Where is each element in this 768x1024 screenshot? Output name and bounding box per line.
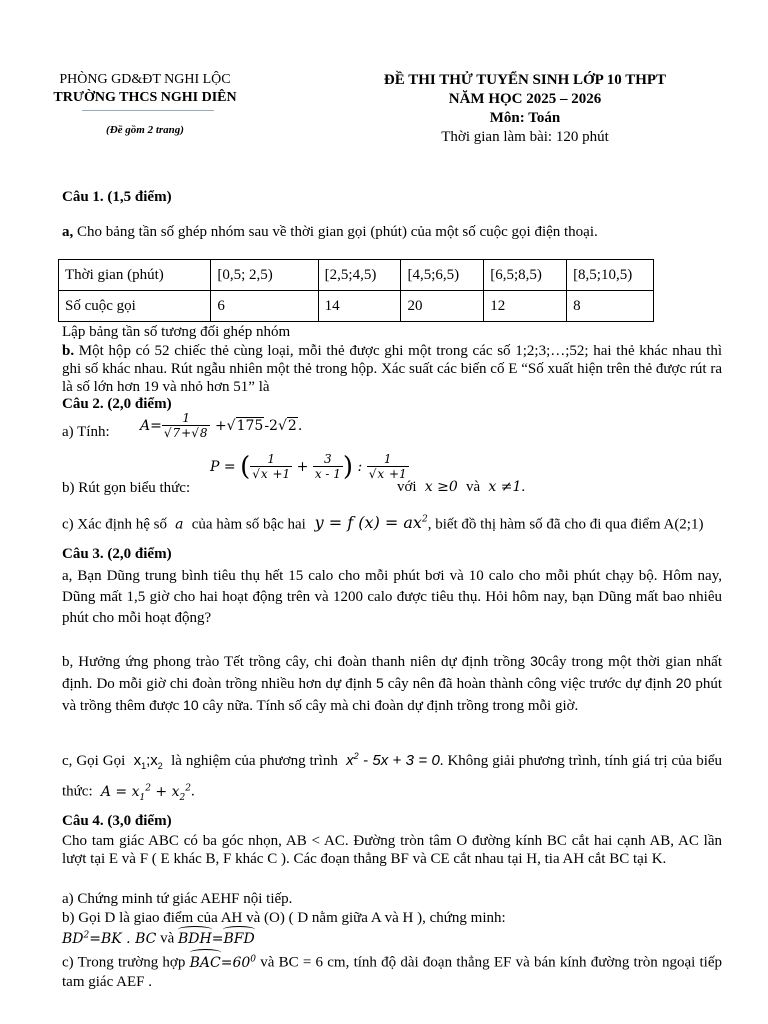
school-underline xyxy=(82,110,214,111)
q1-a-text: Cho bảng tần số ghép nhóm sau về thời gian gọi (phút) của một số cuộc gọi điện thoại. xyxy=(73,224,598,240)
table-cell: [0,5; 2,5) xyxy=(211,260,318,291)
q3-b-number: 30 xyxy=(530,653,546,669)
q3-a-text: a, Bạn Dũng trung bình tiêu thụ hết 15 calo cho mỗi phút bơi và 10 calo cho mỗi phút chạy bộ. Hôm nay, Dũng mất 1,5 giờ cho hai hoạt động trên và 1200 calo được tiêu thụ. Hỏi hôm nay, bạn Dũng mất bao nhiêu phút cho mỗi hoạt động? xyxy=(62,568,722,626)
q2-a-label: a) Tính: xyxy=(62,424,110,440)
q2-b-cond: với x ≥0 và x ≠1. xyxy=(397,479,526,495)
q3-b-text2: cây trong một thời gian nhất định. Do mỗi giờ chi đoàn trồng nhiều hơn dự định xyxy=(62,654,723,692)
table-row xyxy=(59,291,654,322)
q4-c-text2: và BC = 6 cm, tính độ dài đoạn thẳng EF và bán kính đường tròn ngoại tiếp tam giác AEF . xyxy=(62,954,722,990)
q3-c-text1: c, Gọi Gọi xyxy=(62,753,126,769)
q3-b-number: 20 xyxy=(675,675,692,691)
q2-c-text1: c) Xác định hệ số xyxy=(62,516,167,533)
q1-b-label: b. xyxy=(62,343,75,359)
q1-a-label: a, xyxy=(62,224,74,240)
q4-intro: Cho tam giác ABC có ba góc nhọn, AB < AC. Đường tròn tâm O đường kính BC cắt hai cạnh AB, AC lần lượt tại E và F ( E khác B, F khác C ). Các đoạn thẳng BF và CE cắt nhau tại H, tia AH cắt BC tại K. xyxy=(62,833,722,867)
q4-b-and: và xyxy=(160,930,175,947)
school-name: TRƯỜNG THCS NGHI DIÊN xyxy=(53,90,237,105)
q1-b-text: Một hộp có 52 chiếc thẻ cùng loại, mỗi thẻ được ghi một trong các số 1;2;3;…;52; hai thẻ khác nhau thì ghi số khác nhau. Rút ngẫu nhiên một thẻ trong hộp. Xác suất các biến cố E “Số xuất hiện trên thẻ được rút ra là số lớn hơn 19 và nhỏ hơn 51” là xyxy=(62,343,722,395)
table-cell: 20 xyxy=(401,291,484,322)
q3-c-text2: là nghiệm của phương trình xyxy=(171,753,338,769)
table-cell: Thời gian (phút) xyxy=(59,260,211,291)
q1-title: Câu 1. (1,5 điểm) xyxy=(62,189,172,205)
q3-b-text3: cây nên đã hoàn thành công việc trước dự định xyxy=(387,676,672,692)
q3-b-text5: cây nữa. Tính số cây mà chi đoàn dự định trồng trong mỗi giờ. xyxy=(202,698,579,714)
q4-b-formula: $BD^2=BK$ . BC và BDH=BFD xyxy=(62,930,255,947)
pages-note: (Đề gồm 2 trang) xyxy=(106,124,184,136)
q2-title: Câu 2. (2,0 điểm) xyxy=(62,396,172,412)
header-right xyxy=(330,72,720,146)
q3-c-text3: . Không giải phương trình, tính giá trị của biểu thức: xyxy=(62,753,723,800)
exam-subject: Môn: Toán xyxy=(489,110,561,126)
q2-b-cond-with: với xyxy=(397,479,417,495)
q4-b-text: b) Gọi D là giao điểm của AH và (O) ( D nằm giữa A và H ), chứng minh: xyxy=(62,910,506,926)
exam-year: NĂM HỌC 2025 – 2026 xyxy=(448,91,602,107)
exam-time: Thời gian làm bài: 120 phút xyxy=(441,129,609,145)
q1-a xyxy=(62,224,722,241)
table-cell: 6 xyxy=(211,291,318,322)
q3-b xyxy=(62,651,722,717)
table-cell: [2,5;4,5) xyxy=(318,260,401,291)
q2-b-label: b) Rút gọn biểu thức: xyxy=(62,480,191,496)
table-cell: [8,5;10,5) xyxy=(567,260,654,291)
q4-title: Câu 4. (3,0 điểm) xyxy=(62,813,172,829)
q2-a-formula: A= $\frac{1}{√7+√8}$ +√175-2√2. xyxy=(140,411,303,440)
table-row xyxy=(59,260,654,291)
q2-c-text2: của hàm số bậc hai xyxy=(191,516,306,533)
q2-b-cond-and: và xyxy=(466,479,481,495)
frequency-table xyxy=(58,259,654,322)
table-cell: 12 xyxy=(484,291,567,322)
table-cell: 8 xyxy=(567,291,654,322)
table-cell: [6,5;8,5) xyxy=(484,260,567,291)
q1-b xyxy=(62,342,722,396)
q3-c: c, Gọi Gọi $x_1;x_2$ là nghiệm của phương trình $x^2 - 5x + 3 = 0$. Không giải phương trình, tính giá trị của biểu thức: $A = x_1^2 + x_2^2$. xyxy=(62,751,723,803)
q3-title: Câu 3. (2,0 điểm) xyxy=(62,546,172,562)
q2-b-formula: P = ( $\frac{1}{√x +1}$ + $\frac{3}{x - 1}$ ) : $\frac{1}{√x +1}$ xyxy=(210,452,407,482)
q3-b-number: 10 xyxy=(183,697,199,713)
exam-title: ĐỀ THI THỬ TUYỂN SINH LỚP 10 THPT xyxy=(383,72,667,88)
q4-a-text: a) Chứng minh tứ giác AEHF nội tiếp. xyxy=(62,891,293,907)
table-cell: Số cuộc gọi xyxy=(59,291,211,322)
q1-a-task: Lập bảng tần số tương đối ghép nhóm xyxy=(62,324,291,340)
q3-b-text4: phút và trồng thêm được xyxy=(62,676,723,714)
q4-c: c) Trong trường hợp $BAC=60^0$ và BC = 6 cm, tính độ dài đoạn thẳng EF và bán kính đường tròn ngoại tiếp tam giác AEF . xyxy=(62,954,722,990)
q3-b-number: 5 xyxy=(375,675,384,691)
q3-b-text1: b, Hưởng ứng phong trào Tết trồng cây, chi đoàn thanh niên dự định trồng xyxy=(62,654,526,670)
header-left xyxy=(40,72,250,136)
department-name: PHÒNG GD&ĐT NGHI LỘC xyxy=(59,72,231,87)
table-cell: 14 xyxy=(318,291,401,322)
q2-c: c) Xác định hệ số a của hàm số bậc hai y = f $(x) = ax^2$, biết đồ thị hàm số đã cho đi qua điểm A(2;1) xyxy=(62,513,704,533)
q4-c-text1: c) Trong trường hợp xyxy=(62,954,186,971)
table-cell: [4,5;6,5) xyxy=(401,260,484,291)
q2-c-text3: , biết đồ thị hàm số đã cho đi qua điểm A(2;1) xyxy=(427,516,704,533)
